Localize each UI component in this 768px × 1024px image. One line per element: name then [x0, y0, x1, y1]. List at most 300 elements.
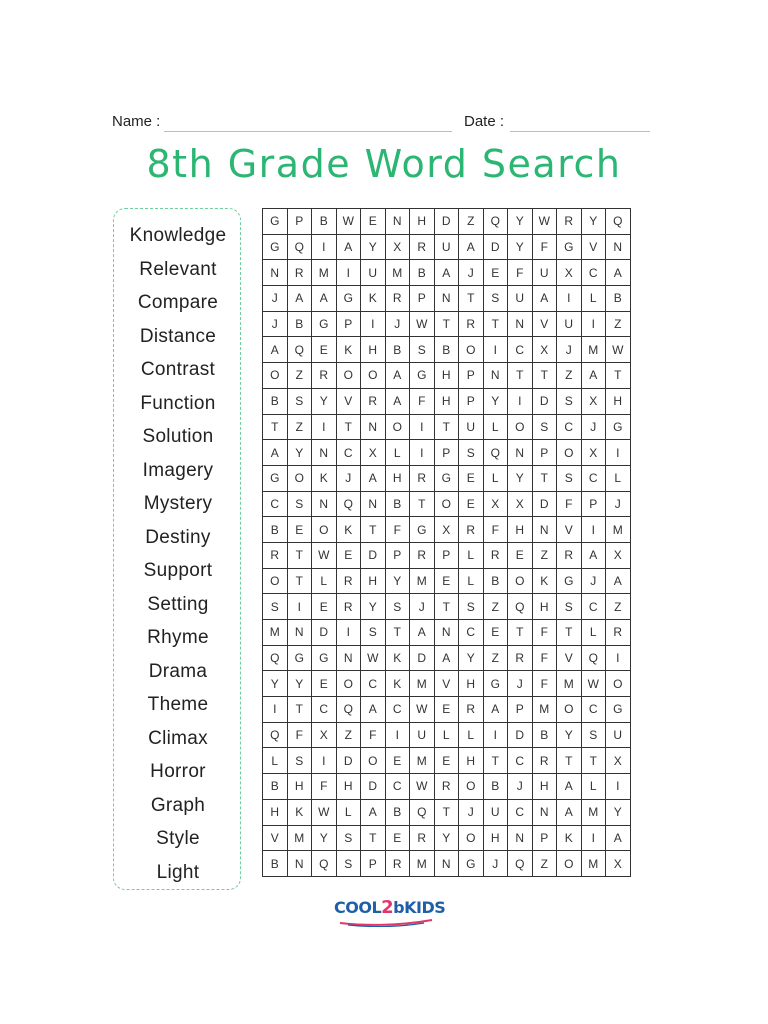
grid-cell[interactable]: T [459, 286, 484, 312]
grid-cell[interactable]: O [606, 671, 631, 697]
grid-cell[interactable]: U [557, 311, 582, 337]
grid-cell[interactable]: Q [483, 209, 508, 235]
grid-cell[interactable]: R [312, 363, 337, 389]
grid-cell[interactable]: A [557, 799, 582, 825]
grid-cell[interactable]: Z [606, 311, 631, 337]
grid-cell[interactable]: D [361, 542, 386, 568]
grid-cell[interactable]: B [483, 774, 508, 800]
grid-cell[interactable]: A [483, 697, 508, 723]
grid-cell[interactable]: O [459, 337, 484, 363]
grid-cell[interactable]: O [263, 568, 288, 594]
grid-cell[interactable]: K [361, 286, 386, 312]
grid-cell[interactable]: Y [459, 645, 484, 671]
grid-cell[interactable]: J [508, 774, 533, 800]
grid-cell[interactable]: Z [483, 594, 508, 620]
grid-cell[interactable]: H [532, 594, 557, 620]
grid-cell[interactable]: Q [336, 697, 361, 723]
grid-cell[interactable]: M [532, 697, 557, 723]
grid-cell[interactable]: I [312, 234, 337, 260]
grid-cell[interactable]: P [581, 491, 606, 517]
grid-cell[interactable]: T [434, 799, 459, 825]
grid-cell[interactable]: T [287, 697, 312, 723]
grid-cell[interactable]: Q [508, 851, 533, 877]
grid-cell[interactable]: A [410, 620, 435, 646]
grid-cell[interactable]: Q [312, 851, 337, 877]
grid-cell[interactable]: M [410, 671, 435, 697]
grid-cell[interactable]: M [581, 799, 606, 825]
grid-cell[interactable]: G [287, 645, 312, 671]
grid-cell[interactable]: I [581, 311, 606, 337]
grid-cell[interactable]: W [410, 311, 435, 337]
grid-cell[interactable]: O [459, 774, 484, 800]
grid-cell[interactable]: W [336, 209, 361, 235]
grid-cell[interactable]: E [483, 620, 508, 646]
grid-cell[interactable]: Z [606, 594, 631, 620]
grid-cell[interactable]: R [459, 311, 484, 337]
grid-cell[interactable]: T [385, 620, 410, 646]
grid-cell[interactable]: O [385, 414, 410, 440]
grid-cell[interactable]: W [312, 799, 337, 825]
grid-cell[interactable]: S [557, 594, 582, 620]
grid-cell[interactable]: D [532, 388, 557, 414]
grid-cell[interactable]: K [312, 465, 337, 491]
grid-cell[interactable]: G [263, 209, 288, 235]
grid-cell[interactable]: K [336, 517, 361, 543]
grid-cell[interactable]: E [385, 825, 410, 851]
grid-cell[interactable]: N [508, 311, 533, 337]
grid-cell[interactable]: I [410, 414, 435, 440]
grid-cell[interactable]: M [606, 517, 631, 543]
grid-cell[interactable]: N [483, 363, 508, 389]
grid-cell[interactable]: D [336, 748, 361, 774]
grid-cell[interactable]: A [532, 286, 557, 312]
grid-cell[interactable]: F [508, 260, 533, 286]
grid-cell[interactable]: E [361, 209, 386, 235]
grid-cell[interactable]: E [459, 465, 484, 491]
grid-cell[interactable]: O [336, 363, 361, 389]
grid-cell[interactable]: O [557, 851, 582, 877]
grid-cell[interactable]: J [336, 465, 361, 491]
grid-cell[interactable]: H [287, 774, 312, 800]
grid-cell[interactable]: Y [508, 465, 533, 491]
grid-cell[interactable]: S [557, 388, 582, 414]
grid-cell[interactable]: Y [434, 825, 459, 851]
grid-cell[interactable]: Y [483, 388, 508, 414]
grid-cell[interactable]: A [606, 260, 631, 286]
grid-cell[interactable]: D [410, 645, 435, 671]
grid-cell[interactable]: J [581, 568, 606, 594]
grid-cell[interactable]: N [606, 234, 631, 260]
grid-cell[interactable]: A [336, 234, 361, 260]
grid-cell[interactable]: O [557, 440, 582, 466]
grid-cell[interactable]: O [508, 414, 533, 440]
grid-cell[interactable]: R [410, 234, 435, 260]
grid-cell[interactable]: X [385, 234, 410, 260]
grid-cell[interactable]: B [263, 388, 288, 414]
grid-cell[interactable]: V [581, 234, 606, 260]
grid-cell[interactable]: W [581, 671, 606, 697]
grid-cell[interactable]: J [459, 799, 484, 825]
grid-cell[interactable]: T [434, 414, 459, 440]
grid-cell[interactable]: H [483, 825, 508, 851]
grid-cell[interactable]: P [532, 440, 557, 466]
grid-cell[interactable]: C [508, 799, 533, 825]
grid-cell[interactable]: W [361, 645, 386, 671]
grid-cell[interactable]: Z [557, 363, 582, 389]
grid-cell[interactable]: G [312, 311, 337, 337]
grid-cell[interactable]: S [532, 414, 557, 440]
grid-cell[interactable]: B [434, 337, 459, 363]
grid-cell[interactable]: V [557, 517, 582, 543]
grid-cell[interactable]: R [385, 286, 410, 312]
grid-cell[interactable]: C [508, 337, 533, 363]
grid-cell[interactable]: L [581, 774, 606, 800]
grid-cell[interactable]: A [434, 645, 459, 671]
grid-cell[interactable]: O [434, 491, 459, 517]
grid-cell[interactable]: S [287, 388, 312, 414]
grid-cell[interactable]: K [287, 799, 312, 825]
grid-cell[interactable]: X [312, 722, 337, 748]
grid-cell[interactable]: U [532, 260, 557, 286]
grid-cell[interactable]: B [263, 774, 288, 800]
grid-cell[interactable]: F [287, 722, 312, 748]
grid-cell[interactable]: R [459, 517, 484, 543]
grid-cell[interactable]: Y [263, 671, 288, 697]
grid-cell[interactable]: E [434, 748, 459, 774]
grid-cell[interactable]: N [532, 517, 557, 543]
grid-cell[interactable]: O [557, 697, 582, 723]
grid-cell[interactable]: A [263, 337, 288, 363]
grid-cell[interactable]: F [483, 517, 508, 543]
grid-cell[interactable]: G [410, 363, 435, 389]
grid-cell[interactable]: J [557, 337, 582, 363]
grid-cell[interactable]: I [336, 260, 361, 286]
grid-cell[interactable]: P [434, 440, 459, 466]
grid-cell[interactable]: I [385, 722, 410, 748]
grid-cell[interactable]: H [508, 517, 533, 543]
grid-cell[interactable]: Y [312, 825, 337, 851]
grid-cell[interactable]: N [312, 440, 337, 466]
grid-cell[interactable]: P [532, 825, 557, 851]
grid-cell[interactable]: K [336, 337, 361, 363]
grid-cell[interactable]: J [263, 286, 288, 312]
grid-cell[interactable]: A [312, 286, 337, 312]
grid-cell[interactable]: H [410, 209, 435, 235]
grid-cell[interactable]: S [557, 465, 582, 491]
grid-cell[interactable]: J [410, 594, 435, 620]
grid-cell[interactable]: C [581, 260, 606, 286]
grid-cell[interactable]: T [434, 594, 459, 620]
grid-cell[interactable]: G [483, 671, 508, 697]
grid-cell[interactable]: S [459, 440, 484, 466]
grid-cell[interactable]: B [312, 209, 337, 235]
grid-cell[interactable]: Q [581, 645, 606, 671]
grid-cell[interactable]: L [459, 568, 484, 594]
grid-cell[interactable]: T [361, 825, 386, 851]
grid-cell[interactable]: P [361, 851, 386, 877]
grid-cell[interactable]: F [532, 620, 557, 646]
grid-cell[interactable]: M [410, 748, 435, 774]
grid-cell[interactable]: E [434, 697, 459, 723]
grid-cell[interactable]: E [483, 260, 508, 286]
grid-cell[interactable]: Q [508, 594, 533, 620]
grid-cell[interactable]: C [581, 594, 606, 620]
grid-cell[interactable]: V [557, 645, 582, 671]
grid-cell[interactable]: G [312, 645, 337, 671]
grid-cell[interactable]: W [606, 337, 631, 363]
grid-cell[interactable]: B [385, 491, 410, 517]
grid-cell[interactable]: C [385, 774, 410, 800]
grid-cell[interactable]: X [606, 748, 631, 774]
grid-cell[interactable]: I [336, 620, 361, 646]
grid-cell[interactable]: J [606, 491, 631, 517]
grid-cell[interactable]: N [385, 209, 410, 235]
grid-cell[interactable]: R [361, 388, 386, 414]
grid-cell[interactable]: A [459, 234, 484, 260]
grid-cell[interactable]: K [532, 568, 557, 594]
grid-cell[interactable]: A [287, 286, 312, 312]
grid-cell[interactable]: G [459, 851, 484, 877]
grid-cell[interactable]: P [385, 542, 410, 568]
grid-cell[interactable]: L [385, 440, 410, 466]
grid-cell[interactable]: Z [483, 645, 508, 671]
grid-cell[interactable]: T [336, 414, 361, 440]
grid-cell[interactable]: X [606, 542, 631, 568]
grid-cell[interactable]: G [434, 465, 459, 491]
grid-cell[interactable]: G [557, 234, 582, 260]
grid-cell[interactable]: C [361, 671, 386, 697]
grid-cell[interactable]: I [361, 311, 386, 337]
grid-cell[interactable]: B [287, 311, 312, 337]
grid-cell[interactable]: G [336, 286, 361, 312]
grid-cell[interactable]: W [312, 542, 337, 568]
grid-cell[interactable]: D [532, 491, 557, 517]
grid-cell[interactable]: O [312, 517, 337, 543]
grid-cell[interactable]: O [263, 363, 288, 389]
grid-cell[interactable]: A [606, 568, 631, 594]
grid-cell[interactable]: F [410, 388, 435, 414]
grid-cell[interactable]: I [581, 825, 606, 851]
grid-cell[interactable]: R [385, 851, 410, 877]
grid-cell[interactable]: U [410, 722, 435, 748]
grid-cell[interactable]: L [459, 542, 484, 568]
grid-cell[interactable]: W [532, 209, 557, 235]
grid-cell[interactable]: S [336, 825, 361, 851]
grid-cell[interactable]: M [410, 851, 435, 877]
grid-cell[interactable]: I [606, 774, 631, 800]
grid-cell[interactable]: Z [459, 209, 484, 235]
grid-cell[interactable]: A [581, 363, 606, 389]
grid-cell[interactable]: X [361, 440, 386, 466]
grid-cell[interactable]: D [361, 774, 386, 800]
grid-cell[interactable]: W [410, 697, 435, 723]
grid-cell[interactable]: N [508, 440, 533, 466]
grid-cell[interactable]: T [287, 542, 312, 568]
grid-cell[interactable]: R [508, 645, 533, 671]
grid-cell[interactable]: U [434, 234, 459, 260]
grid-cell[interactable]: B [263, 851, 288, 877]
grid-cell[interactable]: S [459, 594, 484, 620]
grid-cell[interactable]: Y [361, 594, 386, 620]
grid-cell[interactable]: V [263, 825, 288, 851]
grid-cell[interactable]: Y [581, 209, 606, 235]
grid-cell[interactable]: M [581, 851, 606, 877]
grid-cell[interactable]: E [312, 671, 337, 697]
grid-cell[interactable]: O [459, 825, 484, 851]
grid-cell[interactable]: F [557, 491, 582, 517]
grid-cell[interactable]: S [263, 594, 288, 620]
grid-cell[interactable]: K [557, 825, 582, 851]
grid-cell[interactable]: G [606, 414, 631, 440]
grid-cell[interactable]: O [361, 748, 386, 774]
grid-cell[interactable]: B [385, 799, 410, 825]
grid-cell[interactable]: Y [557, 722, 582, 748]
grid-cell[interactable]: I [263, 697, 288, 723]
grid-cell[interactable]: O [361, 363, 386, 389]
grid-cell[interactable]: L [483, 414, 508, 440]
grid-cell[interactable]: B [385, 337, 410, 363]
grid-cell[interactable]: N [312, 491, 337, 517]
grid-cell[interactable]: B [410, 260, 435, 286]
grid-cell[interactable]: Y [287, 440, 312, 466]
grid-cell[interactable]: R [532, 748, 557, 774]
grid-cell[interactable]: N [508, 825, 533, 851]
grid-cell[interactable]: L [581, 620, 606, 646]
grid-cell[interactable]: I [508, 388, 533, 414]
grid-cell[interactable]: S [287, 491, 312, 517]
grid-cell[interactable]: C [557, 414, 582, 440]
grid-cell[interactable]: U [508, 286, 533, 312]
grid-cell[interactable]: N [434, 851, 459, 877]
grid-cell[interactable]: Q [263, 645, 288, 671]
grid-cell[interactable]: D [508, 722, 533, 748]
grid-cell[interactable]: X [434, 517, 459, 543]
grid-cell[interactable]: H [459, 671, 484, 697]
grid-cell[interactable]: M [312, 260, 337, 286]
grid-cell[interactable]: A [361, 465, 386, 491]
grid-cell[interactable]: Y [508, 209, 533, 235]
grid-cell[interactable]: T [606, 363, 631, 389]
grid-cell[interactable]: B [606, 286, 631, 312]
grid-cell[interactable]: Y [606, 799, 631, 825]
grid-cell[interactable]: T [557, 748, 582, 774]
grid-cell[interactable]: H [459, 748, 484, 774]
grid-cell[interactable]: Y [508, 234, 533, 260]
grid-cell[interactable]: Z [336, 722, 361, 748]
grid-cell[interactable]: U [483, 799, 508, 825]
grid-cell[interactable]: V [532, 311, 557, 337]
grid-cell[interactable]: J [483, 851, 508, 877]
grid-cell[interactable]: A [361, 697, 386, 723]
grid-cell[interactable]: T [410, 491, 435, 517]
grid-cell[interactable]: H [385, 465, 410, 491]
grid-cell[interactable]: A [385, 363, 410, 389]
grid-cell[interactable]: J [459, 260, 484, 286]
grid-cell[interactable]: N [532, 799, 557, 825]
grid-cell[interactable]: P [459, 388, 484, 414]
grid-cell[interactable]: A [606, 825, 631, 851]
grid-cell[interactable]: J [263, 311, 288, 337]
grid-cell[interactable]: A [263, 440, 288, 466]
grid-cell[interactable]: R [336, 568, 361, 594]
grid-cell[interactable]: U [459, 414, 484, 440]
grid-cell[interactable]: P [508, 697, 533, 723]
grid-cell[interactable]: C [336, 440, 361, 466]
grid-cell[interactable]: L [336, 799, 361, 825]
grid-cell[interactable]: P [410, 286, 435, 312]
grid-cell[interactable]: M [385, 260, 410, 286]
grid-cell[interactable]: N [263, 260, 288, 286]
grid-cell[interactable]: V [434, 671, 459, 697]
grid-cell[interactable]: R [287, 260, 312, 286]
grid-cell[interactable]: I [312, 414, 337, 440]
grid-cell[interactable]: N [361, 491, 386, 517]
grid-cell[interactable]: B [263, 517, 288, 543]
grid-cell[interactable]: S [410, 337, 435, 363]
grid-cell[interactable]: A [581, 542, 606, 568]
grid-cell[interactable]: M [287, 825, 312, 851]
grid-cell[interactable]: L [483, 465, 508, 491]
grid-cell[interactable]: N [434, 286, 459, 312]
grid-cell[interactable]: Z [287, 414, 312, 440]
grid-cell[interactable]: S [385, 594, 410, 620]
grid-cell[interactable]: E [385, 748, 410, 774]
grid-cell[interactable]: H [434, 388, 459, 414]
grid-cell[interactable]: Q [606, 209, 631, 235]
grid-cell[interactable]: B [532, 722, 557, 748]
grid-cell[interactable]: R [263, 542, 288, 568]
grid-cell[interactable]: Y [361, 234, 386, 260]
grid-cell[interactable]: I [312, 748, 337, 774]
grid-cell[interactable]: Q [287, 337, 312, 363]
grid-cell[interactable]: W [410, 774, 435, 800]
grid-cell[interactable]: O [336, 671, 361, 697]
grid-cell[interactable]: G [263, 465, 288, 491]
grid-cell[interactable]: E [336, 542, 361, 568]
grid-cell[interactable]: N [434, 620, 459, 646]
grid-cell[interactable]: D [312, 620, 337, 646]
grid-cell[interactable]: E [312, 594, 337, 620]
grid-cell[interactable]: L [312, 568, 337, 594]
grid-cell[interactable]: R [606, 620, 631, 646]
grid-cell[interactable]: L [606, 465, 631, 491]
grid-cell[interactable]: K [385, 671, 410, 697]
grid-cell[interactable]: M [263, 620, 288, 646]
grid-cell[interactable]: L [459, 722, 484, 748]
grid-cell[interactable]: I [287, 594, 312, 620]
grid-cell[interactable]: R [459, 697, 484, 723]
grid-cell[interactable]: C [581, 465, 606, 491]
grid-cell[interactable]: E [459, 491, 484, 517]
grid-cell[interactable]: X [508, 491, 533, 517]
grid-cell[interactable]: R [336, 594, 361, 620]
grid-cell[interactable]: X [483, 491, 508, 517]
grid-cell[interactable]: M [557, 671, 582, 697]
grid-cell[interactable]: S [581, 722, 606, 748]
grid-cell[interactable]: G [410, 517, 435, 543]
grid-cell[interactable]: G [557, 568, 582, 594]
grid-cell[interactable]: T [483, 311, 508, 337]
grid-cell[interactable]: T [557, 620, 582, 646]
grid-cell[interactable]: Y [312, 388, 337, 414]
grid-cell[interactable]: C [459, 620, 484, 646]
grid-cell[interactable]: P [287, 209, 312, 235]
grid-cell[interactable]: H [336, 774, 361, 800]
grid-cell[interactable]: Q [287, 234, 312, 260]
grid-cell[interactable]: M [410, 568, 435, 594]
grid-cell[interactable]: T [508, 620, 533, 646]
grid-cell[interactable]: N [336, 645, 361, 671]
